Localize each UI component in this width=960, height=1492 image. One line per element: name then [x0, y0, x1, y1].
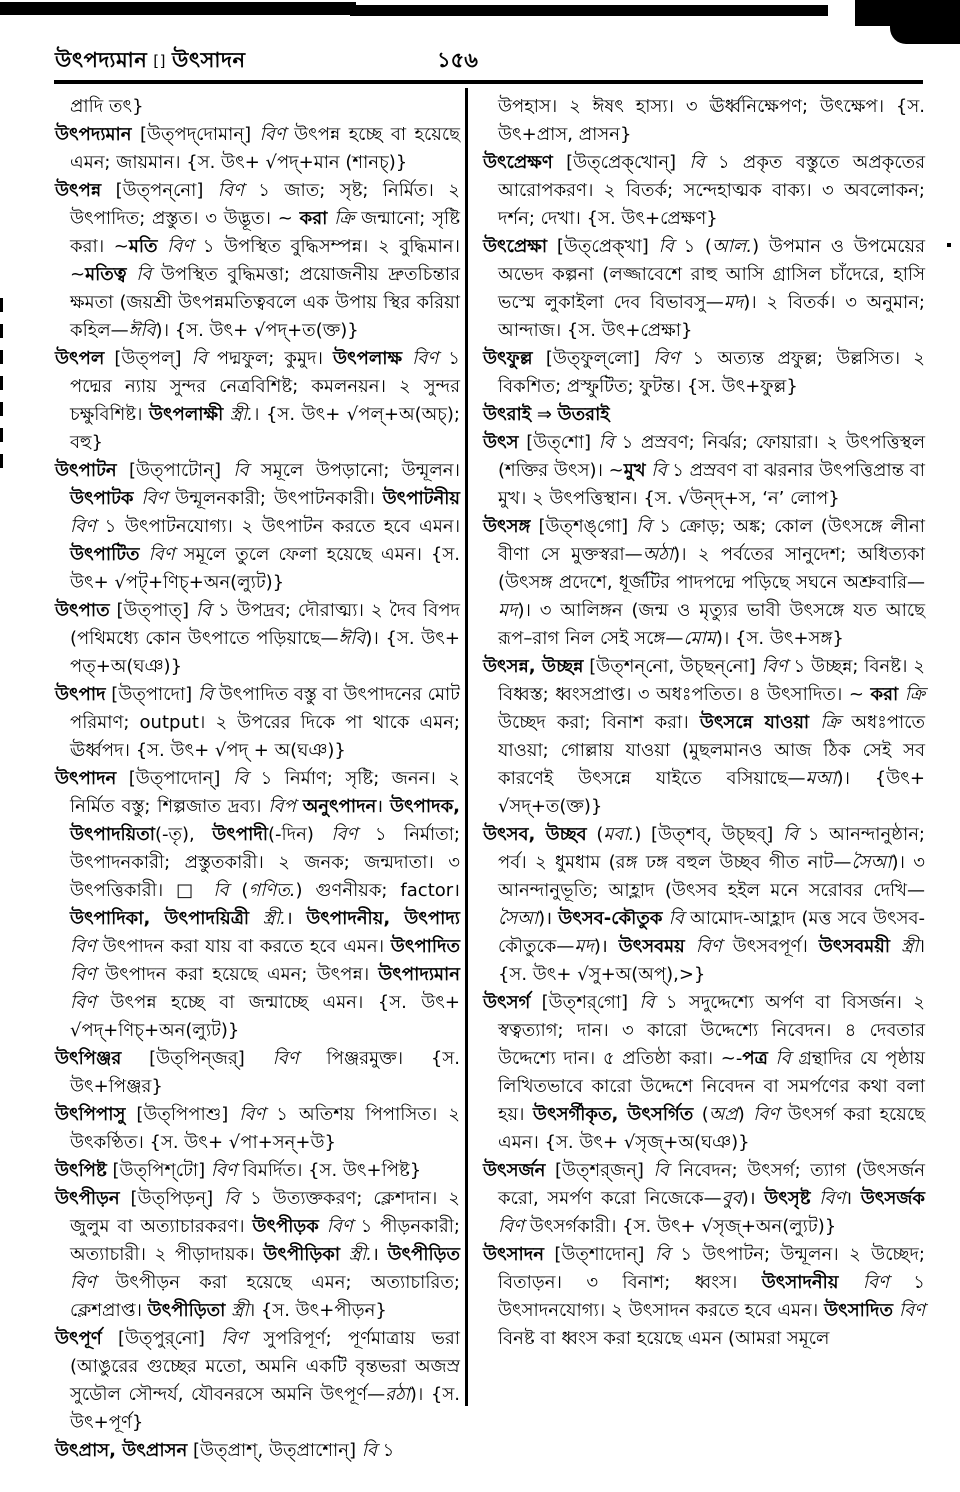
entry-text: বি	[654, 1244, 670, 1265]
headword-text: মতিত্ব	[85, 264, 127, 285]
entry-text: ১ ক্রোড়; অঙ্ক; কোল (উৎসঙ্গে লীনা বীণা সে মুক্তস্বরা—	[498, 516, 925, 565]
entry-text: ১ প্রস্রবণ বা ঝরনার উৎপত্তিপ্রান্ত বা মুখ। ২ উৎপত্তিস্থান। {স. √উন্দ্+স, ‘ন’ লোপ}	[498, 460, 925, 509]
entry-text	[296, 796, 303, 817]
entry-text: ক্রি	[904, 684, 925, 705]
headword-text: করা	[299, 208, 328, 229]
entry-text: [উত্‌পুর্‌নো]	[101, 1328, 222, 1349]
entry-text: (	[693, 1104, 709, 1125]
entry-text	[890, 936, 901, 957]
entry-text: উপস্থিত বুদ্ধিমত্তা; প্রয়োজনীয় দ্রুতচিন্তার ক্ষমতা (জয়শ্রী উৎপন্নমতিত্ববলে এক উপায় স্থির করিয়া কহিল—	[70, 264, 460, 341]
entry-text: ১ উৎপাটন; উন্মূলন। ২ উচ্ছেদ; বিতাড়ন। ৩ বিনাশ; ধ্বংস।	[498, 1244, 925, 1293]
dictionary-entry	[55, 121, 460, 177]
entry-text: ১ প্রস্রবণ; নির্ঝর; ফোয়ারা। ২ উৎপত্তিস্থল (শক্তির উৎস)। ~	[498, 432, 925, 481]
entry-text	[140, 544, 149, 565]
entry-text: বি	[233, 460, 249, 481]
entry-text: বিণ	[819, 1188, 846, 1209]
headword-text: উৎপাদ্যমান	[378, 964, 460, 985]
page-header	[55, 44, 923, 74]
entry-text: মবা.	[603, 824, 635, 845]
entry-text: জন্মানো; সৃষ্টি করা। ~	[70, 208, 460, 257]
entry-text: [উত্‌পিপাশু]	[125, 1104, 240, 1125]
entry-text: । {স. উৎ+ √সু+অ(অপ্),>}	[498, 936, 925, 985]
headword-text: উৎসর্জক	[860, 1188, 925, 1209]
dictionary-entry	[483, 1157, 925, 1241]
entry-text: )। {স. উৎ+পূর্ণ}	[70, 1384, 460, 1433]
entry-text: স্ত্রী	[900, 936, 919, 957]
entry-text: )। {স. উৎ+ পত্+অ(ঘঞ)}	[70, 628, 460, 677]
headword-text: উৎসন্ন, উচ্ছন্ন	[483, 656, 584, 677]
headword-text: উৎপীড়িকা	[263, 1244, 341, 1265]
entry-text: বিণ	[210, 1160, 237, 1181]
entry-text: বিণ	[259, 124, 286, 145]
entry-text: [উত্‌ফুল্‌লো]	[532, 348, 654, 369]
headword-text: উৎপীড়িত	[387, 1244, 460, 1265]
headword-text: উৎপাদ	[55, 684, 106, 705]
entry-text	[768, 1048, 776, 1069]
entry-text: বি	[782, 824, 799, 845]
entry-text: রঠা	[385, 1384, 410, 1405]
entry-text: বি	[636, 516, 652, 537]
scan-artifact-top-bar-right	[350, 5, 828, 16]
dictionary-entry	[483, 513, 925, 653]
entry-text: । {স. উৎ+ √পল্+অ(অচ্); বহু}	[70, 404, 460, 453]
entry-text	[685, 936, 696, 957]
headword-text: উৎপাদিত	[390, 936, 460, 957]
headword-text: উৎপীড়িতা	[147, 1300, 226, 1321]
entry-text: ) উপমান ও উপমেয়ের অভেদ কল্পনা (লজ্জাবেশে রাহু আসি গ্রাসিল চাঁদেরে, হাসি ভস্মে লুকাইলা দেব বিভাবসু—	[498, 236, 925, 313]
entry-text: অপ্র	[708, 1104, 738, 1125]
entry-text: )। ২ বিতর্ক। ৩ অনুমান; আন্দাজ। {স. উৎ+প্রেক্ষা}	[498, 292, 925, 341]
dictionary-entry	[55, 1185, 460, 1325]
entry-text: বি	[689, 152, 705, 173]
entry-text: সুপরিপূর্ণ; পূর্ণমাত্রায় ভরা (আঙুরের গুচ্ছের মতো, অমনি একটি বৃন্তভরা অজস্র সুডৌল সৌন্দর্য, যৌবনরসে অমনি উৎপূর্ণ—	[70, 1328, 460, 1405]
entry-text: । {স. উৎ+পীড়ন}	[248, 1300, 387, 1321]
entry-continuation	[483, 93, 925, 149]
entry-text: বি	[195, 600, 212, 621]
entry-text: [উত্‌পিশ্‌টো]	[106, 1160, 211, 1181]
entry-text: বিণ	[70, 936, 97, 957]
guide-word-first: উৎপদ্যমান	[55, 48, 148, 72]
entry-text: নিবেদন; উৎসর্গ; ত্যাগ (উৎসর্জন করো, সমর্পণ করো নিজেকে—	[498, 1160, 925, 1209]
headword-text: উৎপ্রেক্ষণ	[483, 152, 553, 173]
headword-text: উৎপাটনীয়	[382, 488, 460, 509]
entry-continuation	[55, 93, 460, 121]
entry-text: প্রাদি তৎ}	[70, 96, 144, 117]
headword-text: উৎসাদনীয়	[761, 1272, 839, 1293]
headword-text: উৎপাদী	[212, 824, 268, 845]
entry-text: [উত্‌প্রেক্‌খা]	[547, 236, 659, 257]
scan-artifact-speck	[947, 243, 951, 247]
headword-text: উৎপ্রেক্ষা	[483, 236, 548, 257]
entry-text: বিণ	[70, 992, 97, 1013]
entry-text: বি	[232, 768, 249, 789]
entry-text: ১ উচ্ছন্ন; বিনষ্ট। ২ বিধ্বস্ত; ধ্বংসপ্রাপ্ত। ৩ অধঃপতিত। ৪ উৎসাদিত। ~	[498, 656, 925, 705]
headword-text: উৎসব-কৌতুক	[558, 908, 663, 929]
guide-words	[55, 48, 246, 72]
entry-text: ১ অত্যন্ত প্রফুল্ল; উল্লসিত। ২ বিকশিত; প্রস্ফুটিত; ফুটন্ত। {স. উৎ+ফুল্ল}	[498, 348, 925, 397]
entry-text: উৎসর্গকারী। {স. উৎ+ √সৃজ্+অন(ল্যুট)}	[524, 1216, 837, 1237]
dictionary-entry	[483, 149, 925, 233]
dictionary-entry	[483, 989, 925, 1157]
page-number: ১৫৬	[437, 48, 478, 72]
headword-text: উৎপিপাসু	[55, 1104, 126, 1125]
entry-text: মআ	[805, 768, 837, 789]
entry-text: )। {উৎ+ √সদ্+ত(ক্ত)}	[498, 768, 925, 817]
entry-text: সৈআ	[498, 908, 539, 929]
entry-text: )। {স. উৎ+ √পদ্+ত(ক্ত)}	[155, 320, 359, 341]
entry-text: (-তৃ),	[155, 824, 213, 845]
headword-text: উৎসৃষ্ট	[764, 1188, 811, 1209]
entry-text	[127, 264, 137, 285]
entry-text: ঈবি	[338, 628, 366, 649]
headword-text: উতরাই	[557, 404, 610, 425]
entry-text: [উত্‌পিড়ন্]	[119, 1188, 225, 1209]
entry-text: ) গুণনীয়ক; factor।	[295, 880, 460, 901]
entry-text: ।	[376, 796, 391, 817]
entry-text: [উত্‌প্রেক্‌খোন্]	[552, 152, 690, 173]
headword-text: উৎসাদন	[483, 1244, 544, 1265]
entry-text: [উত্‌পাদো]	[105, 684, 198, 705]
entry-text: অধঃপাতে যাওয়া; গোল্লায় যাওয়া (মুছলমানও আজ ঠিক সেই সব কারণেই উৎসন্নে যাইতে বসিয়াছে—	[498, 712, 925, 789]
entry-text: ১ নির্মাণ; সৃষ্টি; জনন। ২ নির্মিত বস্তু; শিল্পজাত দ্রব্য।	[70, 768, 460, 817]
headword-text: করা	[870, 684, 899, 705]
entry-text: উৎপীড়ন করা হয়েছে এমন; অত্যাচারিত; ক্লেশপ্রাপ্ত।	[70, 1272, 460, 1321]
entry-text: )	[737, 1104, 754, 1125]
scan-artifact-corner-blob	[890, 0, 960, 44]
entry-text: আল.	[711, 236, 753, 257]
entry-text: ১ প্রকৃত বস্তুতে অপ্রকৃতের আরোপকরণ। ২ বিতর্ক; সন্দেহাত্মক বাক্য। ৩ অবলোকন; দর্শন; দেখা। {স. উৎ+প্রেক্ষণ}	[498, 152, 926, 229]
entry-text: উৎপন্ন হচ্ছে বা হয়েছে এমন; জায়মান। {স. উৎ+ √পদ্+মান (শানচ্)}	[70, 124, 460, 173]
entry-text: (-দিন)	[267, 824, 332, 845]
dictionary-entry	[55, 1437, 460, 1465]
entry-text: বি	[224, 1188, 240, 1209]
headword-text: উৎফুল্ল	[483, 348, 533, 369]
entry-text: মদ	[574, 936, 594, 957]
entry-text: ⇒	[531, 404, 558, 425]
entry-text: স্ত্রী	[231, 1300, 249, 1321]
entry-text: (	[586, 824, 604, 845]
entry-text: [উত্‌পাত্]	[109, 600, 196, 621]
entry-text: ১ উপদ্রব; দৌরাত্ম্য। ২ দৈব বিপদ (পথিমধ্যে কোন উৎপাতে পড়িয়াছে—	[70, 600, 460, 649]
entry-text: পিঞ্জরমুক্ত। {স. উৎ+পিঞ্জর}	[70, 1048, 460, 1097]
dictionary-entry	[55, 345, 460, 457]
entry-text: [উত্‌শন্‌নো, উচ্‌ছন্‌নো]	[583, 656, 762, 677]
dictionary-entry	[55, 765, 460, 1045]
headword-text: উৎপিষ্ট	[55, 1160, 107, 1181]
entry-text: [উত্‌পন্‌নো]	[101, 180, 218, 201]
entry-text: )। ৩ আলিঙ্গন (জন্ম ও মৃত্যুর ভাবী উৎসঙ্গে যত আছে রূপ–রাগ নিল সেই সঙ্গে—	[498, 600, 925, 649]
headword-text: উৎসবময়ী	[818, 936, 891, 957]
entry-text: উৎসর্গ করা হয়েছে এমন। {স. উৎ+ √সৃজ্+অ(ঘঞ)}	[498, 1104, 926, 1153]
entry-text: বিমর্দিত। {স. উৎ+পিষ্ট}	[236, 1160, 422, 1181]
entry-text: গ্রন্থাদির যে পৃষ্ঠায় লিখিতভাবে কারো উদ্দেশে নিবেদন বা সমর্পণের কথা বলা হয়।	[498, 1048, 925, 1125]
entry-text: বিণ	[898, 1300, 925, 1321]
headword-text: উৎসর্গীকৃত, উৎসর্গিত	[532, 1104, 694, 1125]
entry-text: বুব	[721, 1188, 742, 1209]
entry-text: বিণ	[331, 824, 358, 845]
entry-text: পদ্মফুল; কুমুদ।	[206, 348, 333, 369]
entry-text: )। ৩ আনন্দানুভূতি; আহ্লাদ (উৎসব হইল মনে সরোবর দেখি—	[498, 852, 925, 901]
entry-text: বি	[213, 880, 229, 901]
headword-text: উৎসাদিত	[824, 1300, 894, 1321]
headword-text: উৎসন্নে যাওয়া	[699, 712, 810, 733]
entry-text: [উত্‌পিন্‌জর্]	[121, 1048, 273, 1069]
entry-text: [উত্‌শঙ্‌গো]	[530, 516, 637, 537]
dictionary-entry	[55, 177, 460, 345]
headword-text: উৎপিঞ্জর	[55, 1048, 122, 1069]
entry-text: বিণ	[272, 1048, 299, 1069]
entry-text: ।	[845, 1188, 861, 1209]
entry-text: উৎপাদন করা হয়েছে এমন; উৎপন্ন।	[96, 964, 379, 985]
dictionary-entry	[55, 1157, 460, 1185]
entry-text: [উত্‌শর্‌জন্]	[545, 1160, 654, 1181]
headword-text: মুখ	[623, 460, 646, 481]
entry-text	[340, 1244, 349, 1265]
entry-text: উৎসবপূর্ণ।	[721, 936, 819, 957]
entry-text: উপহাস। ২ ঈষৎ হাস্য। ৩ ঊর্ধ্বনিক্ষেপণ; উৎক্ষেপ। {স. উৎ+প্রাস, প্রাসন}	[498, 96, 925, 145]
headword-text: উৎরাই	[483, 404, 532, 425]
headword-text: উৎপল	[55, 348, 105, 369]
headword-text: উৎপাত	[55, 600, 110, 621]
headword-text: উৎপীড়ক	[252, 1216, 319, 1237]
right-column	[483, 93, 925, 1353]
column-divider	[465, 88, 468, 1406]
headword-text: উৎপলাক্ষী	[149, 404, 224, 425]
entry-text: স্ত্রী.	[348, 1244, 373, 1265]
headword-text: উৎসবময়	[618, 936, 685, 957]
entry-text: বি	[136, 264, 152, 285]
entry-text: উৎপন্ন হচ্ছে বা জন্মাচ্ছে এমন। {স. উৎ+ √পদ্+ণিচ্+অন(ল্যুট)}	[70, 992, 460, 1041]
entry-text: বিণ	[148, 544, 175, 565]
dictionary-entry	[483, 401, 925, 429]
entry-text: বিণ	[70, 516, 97, 537]
headword-text: উৎপাদনীয়, উৎপাদ্য	[306, 908, 460, 929]
headword-text: উৎপদ্যমান	[55, 124, 132, 145]
entry-text: ১ উত্যক্তকরণ; ক্লেশদান। ২ জুলুম বা অত্যাচারকরণ।	[70, 1188, 460, 1237]
dictionary-entry	[55, 1325, 460, 1437]
headword-text: মতি	[128, 236, 158, 257]
entry-text: সমূলে উপড়ানো; উন্মূলন।	[248, 460, 460, 481]
entry-text: উৎপাদিত বস্তু বা উৎপাদনের মোট পরিমাণ; output। ২ উপরের দিকে পা থাকে এমন; ঊর্ধ্বপদ। {স. উৎ+ √পদ্ + অ(ঘঞ)}	[70, 684, 460, 761]
entry-text	[811, 1188, 820, 1209]
headword-text: পত্র	[742, 1048, 768, 1069]
entry-text: ।	[285, 908, 307, 929]
entry-text: [উত্‌শাদোন্]	[543, 1244, 655, 1265]
entry-text: উচ্ছেদ করা; বিনাশ করা।	[498, 712, 700, 733]
dictionary-entry	[483, 1241, 925, 1353]
entry-text: )। {স. উৎ+সঙ্গ}	[715, 628, 844, 649]
entry-text	[158, 236, 168, 257]
headword-text: উৎস	[483, 432, 519, 453]
entry-text: বিণ	[141, 488, 168, 509]
dictionary-entry	[55, 457, 460, 597]
entry-text: ) [উত্‌শব্, উচ্‌ছব্]	[634, 824, 783, 845]
headword-text: উৎপাটন	[55, 460, 117, 481]
entry-text: বি	[639, 992, 655, 1013]
dictionary-entry	[55, 1045, 460, 1101]
headword-text: উৎপন্ন	[55, 180, 102, 201]
headword-text: উৎপাদিকা, উৎপাদয়িত্রী	[70, 908, 250, 929]
headword-text: উৎপাটিত	[70, 544, 140, 565]
entry-text: বি	[191, 348, 207, 369]
entry-text: স্ত্রী.	[229, 404, 254, 425]
entry-text	[319, 1216, 327, 1237]
entry-text: ১ (	[673, 236, 712, 257]
entry-text	[809, 712, 820, 733]
entry-text: ১ অতিশয় পিপাসিত। ২ উৎকণ্ঠিত। {স. উৎ+ √পা+সন্+উ}	[70, 1104, 460, 1153]
entry-text: ।	[372, 1244, 388, 1265]
entry-text: ক্রি	[820, 712, 841, 733]
headword-text: উৎসর্গ	[483, 992, 531, 1013]
entry-text: ১ উৎপাটনযোগ্য। ২ উৎপাটন করতে হবে এমন।	[96, 516, 460, 537]
entry-text: (	[228, 880, 249, 901]
entry-text: বিণ	[695, 936, 722, 957]
entry-text: আমোদ-আহ্লাদ (মত্ত সবে উৎসব-কৌতুকে—	[498, 908, 925, 957]
entry-text: ১	[376, 1440, 395, 1461]
entry-text: সৈআ	[851, 852, 892, 873]
entry-text: বি	[775, 1048, 791, 1069]
entry-text: বিণ	[167, 236, 194, 257]
entry-text: বিণ	[412, 348, 439, 369]
entry-text: ক্রি	[334, 208, 355, 229]
header-rule	[54, 80, 923, 84]
headword-text: উৎসঙ্গ	[483, 516, 531, 537]
headword-text: উৎপাদন	[55, 768, 117, 789]
dictionary-entry	[483, 653, 925, 821]
headword-text: উৎপ্রাস, উৎপ্রাসন	[55, 1440, 188, 1461]
entry-text: [উত্‌পাটোন্]	[116, 460, 234, 481]
entry-text: ১ জাত; সৃষ্ট; নির্মিত। ২ উৎপাদিত; প্রস্তুত। ৩ উদ্ভূত। ~	[70, 180, 460, 229]
entry-text	[249, 908, 263, 929]
headword-text: উৎসর্জন	[483, 1160, 546, 1181]
dictionary-entry	[483, 345, 925, 401]
entry-text: বি	[651, 460, 667, 481]
entry-text: বিণ	[221, 1328, 248, 1349]
entry-text: ১ উৎসাদনযোগ্য। ২ উৎসাদন করতে হবে এমন।	[498, 1272, 925, 1321]
entry-text: বি	[658, 236, 674, 257]
entry-text: বিণ	[498, 1216, 525, 1237]
entry-text: বি	[361, 1440, 377, 1461]
entry-text: বিণ	[862, 1272, 889, 1293]
entry-text	[402, 348, 412, 369]
entry-text: উন্মূলনকারী; উৎপাটনকারী।	[167, 488, 383, 509]
guide-word-last: উৎসাদন	[171, 48, 246, 72]
entry-text: [উত্‌শো]	[518, 432, 599, 453]
headword-text: উৎপাদক, উৎপাদয়িতা	[70, 796, 460, 845]
headword-text: উৎপলাক্ষ	[332, 348, 403, 369]
entry-text: ১ উপস্থিত বুদ্ধিসম্পন্ন। ২ বুদ্ধিমান। ~	[70, 236, 460, 285]
entry-text: বি	[598, 432, 614, 453]
entry-text: ১ পদ্মের ন্যায় সুন্দর নেত্রবিশিষ্ট; কমলনয়ন। ২ সুন্দর চক্ষুবিশিষ্ট।	[70, 348, 460, 425]
entry-text: অঠা	[642, 544, 674, 565]
entry-text: )।	[741, 1188, 765, 1209]
entry-text: বিণ	[70, 1272, 97, 1293]
entry-text: ১ আনন্দানুষ্ঠান; পর্ব। ২ ধুমধাম (রঙ্গ ঢঙ্গ বহুল উচ্ছব গীত নাট—	[498, 824, 925, 873]
headword-text: অনুৎপাদন	[302, 796, 377, 817]
headword-text: উৎপীড়ন	[55, 1188, 120, 1209]
entry-text: বি	[668, 908, 684, 929]
scan-artifact-left-edge	[0, 298, 3, 473]
entry-text: [উত্‌পল্]	[104, 348, 192, 369]
entry-text: )।	[593, 936, 619, 957]
dictionary-entry	[55, 597, 460, 681]
entry-text: [উত্‌শর্‌গো]	[530, 992, 640, 1013]
entry-text: ১ নির্মাতা; উৎপাদনকারী; প্রস্তুতকারী। ২ জনক; জন্মদাতা। ৩ উৎপত্তিকারী। □	[70, 824, 460, 901]
entry-text: বিণ	[217, 180, 244, 201]
entry-text: মদ	[723, 292, 744, 313]
left-column	[55, 93, 460, 1465]
entry-text: বিণ	[326, 1216, 353, 1237]
entry-text: বিণ	[70, 964, 97, 985]
entry-text: সমূলে তুলে ফেলা হয়েছে এমন। {স. উৎ+ √পট্+ণিচ্+অন(ল্যুট)}	[70, 544, 460, 593]
entry-text: )।	[538, 908, 559, 929]
dictionary-entry	[55, 1101, 460, 1157]
entry-text: [উত্‌পাদোন্]	[116, 768, 233, 789]
entry-text: বিপ	[268, 796, 296, 817]
entry-text: মদ	[498, 600, 518, 621]
entry-text: [উত্‌পদ্‌দোমান্]	[131, 124, 260, 145]
dictionary-entry	[483, 429, 925, 513]
entry-text	[838, 1272, 862, 1293]
headword-text: উৎপূর্ণ	[55, 1328, 102, 1349]
entry-text: [উত্‌প্রাশ্, উত্‌প্রাশোন্]	[187, 1440, 362, 1461]
entry-text: বিণ	[761, 656, 788, 677]
entry-text: বি	[653, 1160, 669, 1181]
entry-text: স্ত্রী.	[262, 908, 286, 929]
entry-text: গণিত.	[248, 880, 296, 901]
entry-text: বি	[197, 684, 214, 705]
dictionary-entry	[55, 681, 460, 765]
guide-separator-box-icon: []	[153, 52, 166, 70]
entry-text: বিণ	[239, 1104, 266, 1125]
scan-artifact-top-bar-left	[0, 2, 356, 15]
entry-text: বিণ	[653, 348, 680, 369]
entry-text: বিনষ্ট বা ধ্বংস করা হয়েছে এমন (আমরা সমূলে	[498, 1328, 830, 1349]
entry-text: ১ পীড়নকারী; অত্যাচারী। ২ পীড়াদায়ক।	[70, 1216, 460, 1265]
entry-text: ঈবি	[128, 320, 156, 341]
entry-text: )। ২ পর্বতের সানুদেশ; অধিত্যকা (উৎসঙ্গ প্রদেশে, ধূর্জটির পাদপদ্মে পড়িছে সঘনে অশ্রুবারি—	[498, 544, 925, 593]
entry-text: বিণ	[753, 1104, 780, 1125]
headword-text: উৎপাটক	[70, 488, 134, 509]
headword-text: উৎসব, উচ্ছব	[483, 824, 587, 845]
entry-text: ১ সদুদ্দেশ্যে অর্পণ বা বিসর্জন। ২ স্বত্বত্যাগ; দান। ৩ কারো উদ্দেশ্যে নিবেদন। ৪ দেবতার উদ্দেশ্যে দান। ৫ প্রতিষ্ঠা করা। ~-	[498, 992, 925, 1069]
dictionary-entry	[483, 821, 925, 989]
dictionary-entry	[483, 233, 925, 345]
entry-text: উৎপাদন করা যায় বা করতে হবে এমন।	[96, 936, 391, 957]
entry-text: মোম	[683, 628, 716, 649]
